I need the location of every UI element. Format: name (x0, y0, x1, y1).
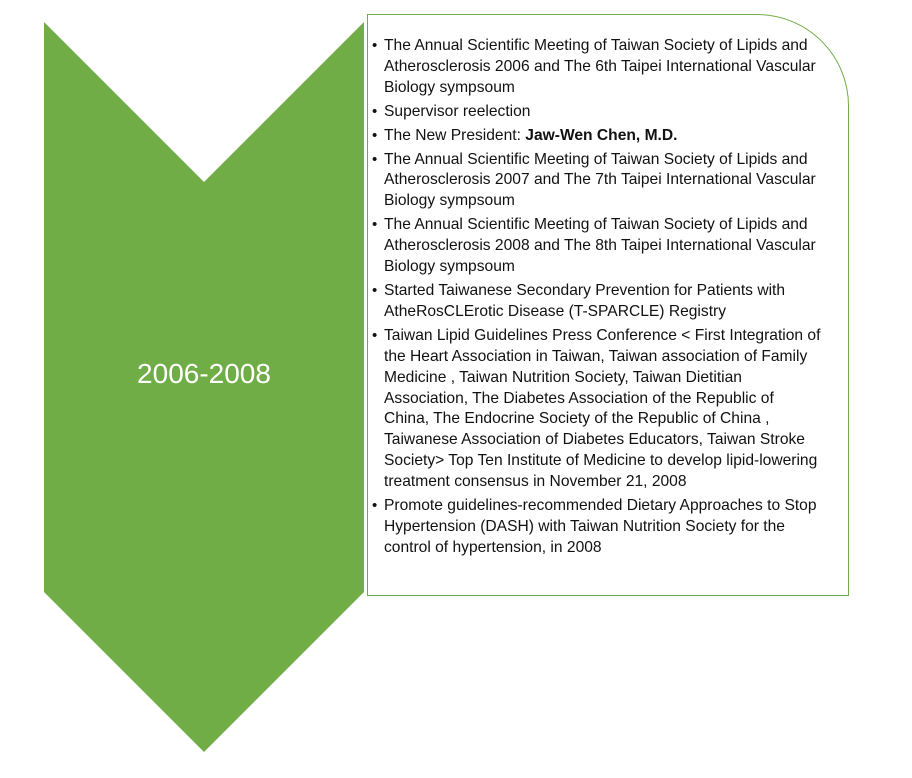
bullet-icon: • (372, 281, 378, 299)
list-item-text: The New President: (384, 126, 526, 144)
bullet-icon: • (372, 326, 378, 344)
bullet-icon: • (372, 102, 378, 120)
list-item-text: Supervisor reelection (384, 102, 531, 120)
list-item (372, 326, 822, 493)
list-item-text: The Annual Scientific Meeting of Taiwan Society of Lipids and Atherosclerosis 2006 and The 6th Taipei International Vascular Biology sympsoum (384, 37, 816, 96)
bullet-icon: • (372, 150, 378, 168)
list-item-text: Started Taiwanese Secondary Prevention for Patients with AtheRosCLErotic Disease (T-SPARCLE) Registry (384, 281, 786, 320)
list-item-text: Promote guidelines-recommended Dietary Approaches to Stop Hypertension (DASH) with Taiwan Nutrition Society for the control of hypertension, in 2008 (384, 497, 817, 556)
bullet-icon: • (372, 216, 378, 234)
list-item (372, 215, 822, 278)
list-item (372, 126, 822, 147)
list-item-text: The Annual Scientific Meeting of Taiwan Society of Lipids and Atherosclerosis 2008 and The 8th Taipei International Vascular Biology sympsoum (384, 216, 816, 276)
list-item-text: Taiwan Lipid Guidelines Press Conference < First Integration of the Heart Association in Taiwan, Taiwan association of Family Medicine , Taiwan Nutrition Society, Taiwan Dietitian Association, The Diabetes Association of the Republic of China, The Endocrine Society of the Republic of China , Taiwanese Association of Diabetes Educators, Taiwan Stroke Society> Top Ten Institute of Medicine to develop lipid-lowering treatment consensus in November 21, 2008 (384, 326, 821, 491)
milestone-list (372, 36, 822, 562)
list-item (372, 150, 822, 213)
bullet-icon: • (372, 126, 378, 144)
list-item (372, 496, 822, 559)
president-name: Jaw-Wen Chen, M.D. (525, 126, 678, 144)
bullet-icon: • (372, 37, 378, 54)
bullet-icon: • (372, 497, 378, 515)
list-item-text: The Annual Scientific Meeting of Taiwan Society of Lipids and Atherosclerosis 2007 and The 7th Taipei International Vascular Biology sympsoum (384, 150, 816, 210)
list-item (372, 36, 822, 99)
list-item (372, 281, 822, 323)
period-label: 2006-2008 (137, 358, 271, 389)
list-item (372, 102, 822, 123)
